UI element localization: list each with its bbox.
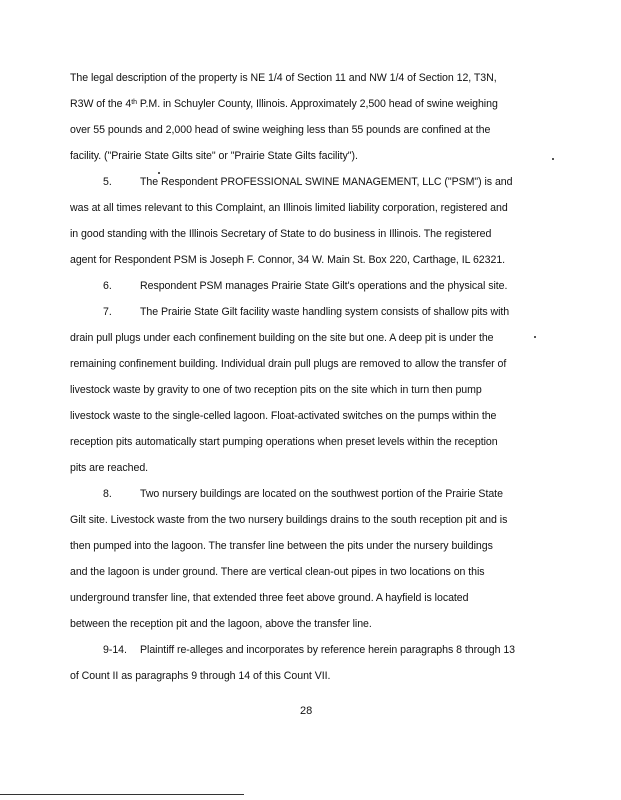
para7-line-5: livestock waste to the single-celled lagoon. Float-activated switches on the pumps within the: [70, 410, 497, 422]
para5-line-4: agent for Respondent PSM is Joseph F. Connor, 34 W. Main St. Box 220, Carthage, IL 62321.: [70, 254, 506, 266]
para9-14-number: 9-14.: [103, 644, 127, 656]
para8-line-6: between the reception pit and the lagoon, above the transfer line.: [70, 618, 372, 630]
para7-line-7: pits are reached.: [70, 462, 149, 474]
ordinal-superscript: th: [131, 99, 137, 106]
para7-number: 7.: [103, 306, 112, 318]
para5-number: 5.: [103, 176, 112, 188]
para8-line-1: Two nursery buildings are located on the southwest portion of the Prairie State: [140, 488, 503, 500]
para7-line-3: remaining confinement building. Individual drain pull plugs are removed to allow the transfer of: [70, 358, 507, 370]
para8-line-4: and the lagoon is under ground. There are vertical clean-out pipes in two locations on this: [70, 566, 485, 578]
para4-line-3: over 55 pounds and 2,000 head of swine weighing less than 55 pounds are confined at the: [70, 124, 491, 136]
para7-line-2: drain pull plugs under each confinement building on the site but one. A deep pit is under the: [70, 332, 494, 344]
para4-line-2-start: R3W of the 4: [70, 98, 132, 110]
para4-line-2-rest: P.M. in Schuyler County, Illinois. Approximately 2,500 head of swine weighing: [136, 98, 498, 110]
para8-line-2: Gilt site. Livestock waste from the two nursery buildings drains to the south reception pit and is: [70, 514, 508, 526]
scan-speck: [158, 172, 160, 174]
footer-rule: [0, 794, 244, 795]
para4-line-1: The legal description of the property is NE 1/4 of Section 11 and NW 1/4 of Section 12, T3N,: [70, 72, 497, 84]
para8-line-5: underground transfer line, that extended three feet above ground. A hayfield is located: [70, 592, 469, 604]
para5-line-3: in good standing with the Illinois Secretary of State to do business in Illinois. The registered: [70, 228, 492, 240]
para5-line-2: was at all times relevant to this Complaint, an Illinois limited liability corporation, registered and: [70, 202, 508, 214]
para6-number: 6.: [103, 280, 112, 292]
para7-line-1: The Prairie State Gilt facility waste handling system consists of shallow pits with: [140, 306, 510, 318]
para7-line-4: livestock waste by gravity to one of two reception pits on the site which in turn then pump: [70, 384, 482, 396]
para9-14-line-2: of Count II as paragraphs 9 through 14 of this Count VII.: [70, 670, 331, 682]
page-number: 28: [300, 705, 313, 717]
para4-line-4: facility. ("Prairie State Gilts site" or "Prairie State Gilts facility").: [70, 150, 358, 162]
scan-speck: [552, 158, 554, 160]
para4-line-2: [70, 98, 498, 111]
para9-14-line-1: Plaintiff re-alleges and incorporates by reference herein paragraphs 8 through 13: [140, 644, 516, 656]
para8-line-3: then pumped into the lagoon. The transfer line between the pits under the nursery buildings: [70, 540, 493, 552]
scan-speck: [534, 336, 536, 338]
para5-line-1: The Respondent PROFESSIONAL SWINE MANAGEMENT, LLC ("PSM") is and: [140, 176, 513, 188]
para6-line-1: Respondent PSM manages Prairie State Gilt's operations and the physical site.: [140, 280, 508, 292]
para7-line-6: reception pits automatically start pumping operations when preset levels within the reception: [70, 436, 498, 448]
para8-number: 8.: [103, 488, 112, 500]
